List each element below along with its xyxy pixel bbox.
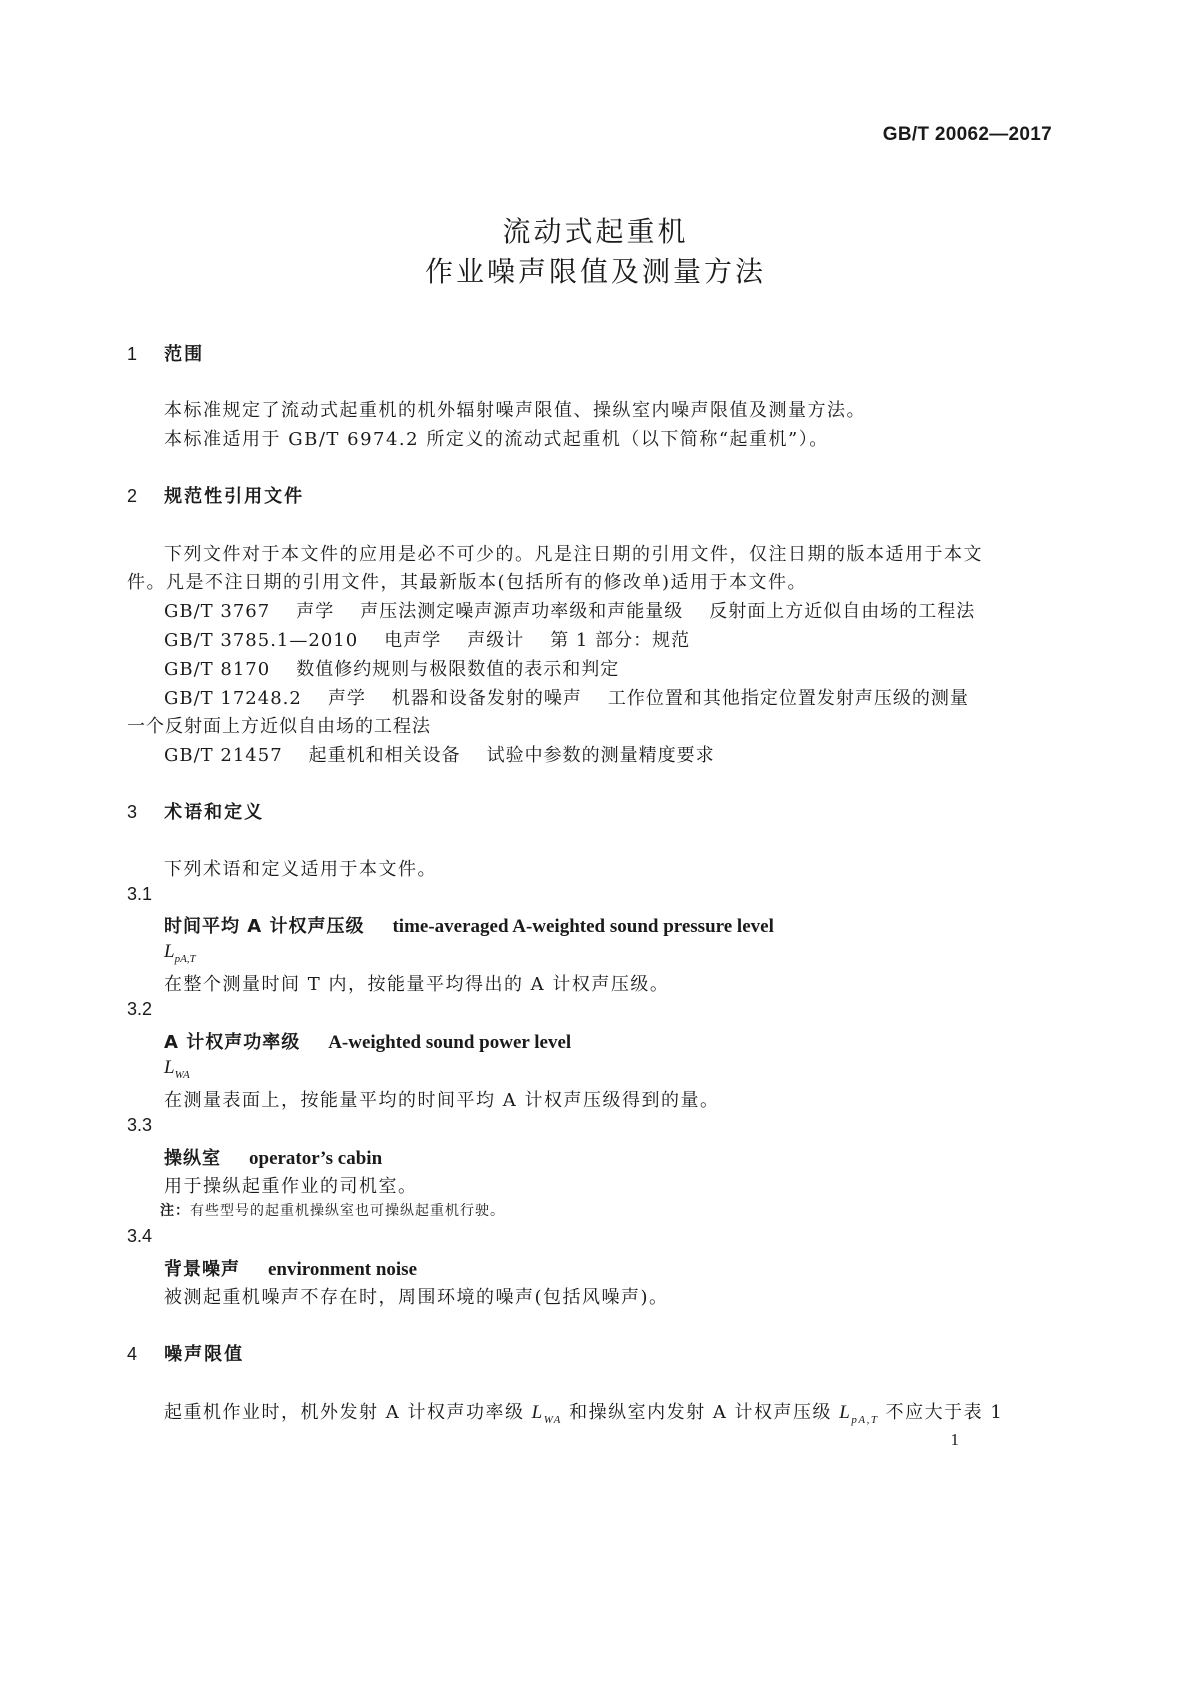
term-english: A-weighted sound power level [328, 1032, 572, 1053]
term-definition: 在测量表面上，按能量平均的时间平均 A 计权声压级得到的量。 [164, 1090, 720, 1111]
document-title-line2: 作业噪声限值及测量方法 [424, 255, 766, 288]
term-chinese: 背景噪声 [164, 1259, 240, 1280]
section-number: 2 [127, 486, 138, 506]
term-number: 3.1 [127, 884, 153, 904]
symbol-lpat: $L_{pA,T}$ [839, 1402, 879, 1426]
standard-code: GB/T 20062—2017 [882, 124, 1052, 145]
section-1-heading [127, 340, 204, 366]
section-number: 4 [127, 1344, 138, 1364]
reference-part: 工作位置和其他指定位置发射声压级的测量 [607, 688, 969, 709]
section-3-heading [127, 798, 264, 824]
section-2-intro-line2: 件。凡是不注日期的引用文件，其最新版本(包括所有的修改单)适用于本文件。 [127, 572, 808, 593]
term-number: 3.3 [127, 1115, 153, 1135]
section-title: 噪声限值 [164, 1344, 245, 1365]
reference-item [164, 741, 715, 767]
section-1-paragraph-1: 本标准规定了流动式起重机的机外辐射噪声限值、操纵室内噪声限值及测量方法。 [164, 400, 866, 421]
term-definition: 用于操纵起重作业的司机室。 [164, 1176, 418, 1197]
term-definition: 被测起重机噪声不存在时，周围环境的噪声(包括风噪声)。 [164, 1287, 669, 1308]
reference-part: 数值修约规则与极限数值的表示和判定 [296, 659, 620, 680]
section-number: 1 [127, 344, 138, 364]
note-text: 有些型号的起重机操纵室也可操纵起重机行驶。 [190, 1203, 505, 1219]
term-number: 3.2 [127, 999, 153, 1019]
reference-continuation: 一个反射面上方近似自由场的工程法 [127, 716, 431, 737]
reference-part: 电声学 [384, 630, 442, 651]
reference-item [164, 655, 619, 681]
reference-code: GB/T 3785.1—2010 [164, 630, 359, 651]
term-chinese: 操纵室 [164, 1148, 221, 1169]
reference-part: 声压法测定噪声源声功率级和声能量级 [360, 601, 684, 622]
reference-code: GB/T 17248.2 [164, 688, 302, 709]
section-2-intro-line1: 下列文件对于本文件的应用是必不可少的。凡是注日期的引用文件，仅注日期的版本适用于本文 [164, 544, 983, 565]
reference-part: 声学 [296, 601, 335, 622]
term-chinese: 时间平均 A 计权声压级 [164, 916, 365, 937]
note-label: 注： [160, 1203, 190, 1219]
term-symbol: $L_{WA}$ [164, 1057, 190, 1081]
section-title: 规范性引用文件 [164, 486, 305, 507]
section-4-paragraph: 起重机作业时，机外发射 A 计权声功率级 $L_{WA}$ 和操纵室内发射 A 计权声压级 $L_{pA,T}$ 不应大于表 1 [164, 1402, 1004, 1426]
reference-item [164, 626, 690, 652]
section-1-paragraph-2: 本标准适用于 GB/T 6974.2 所定义的流动式起重机（以下简称“起重机”）。 [164, 429, 829, 450]
reference-part: 反射面上方近似自由场的工程法 [709, 601, 976, 622]
reference-item [164, 597, 975, 623]
section-number: 3 [127, 802, 138, 822]
term-heading [164, 1144, 382, 1170]
section-title: 范围 [164, 344, 205, 365]
page-number: 1 [950, 1430, 959, 1449]
section-4-heading [127, 1340, 244, 1366]
section-2-heading [127, 482, 304, 508]
reference-code: GB/T 21457 [164, 745, 283, 766]
reference-part: 声级计 [467, 630, 525, 651]
term-english: operator’s cabin [249, 1148, 383, 1169]
document-title-line1: 流动式起重机 [502, 215, 689, 248]
term-note [160, 1200, 505, 1220]
reference-part: 声学 [327, 688, 366, 709]
reference-code: GB/T 3767 [164, 601, 271, 622]
term-chinese: A 计权声功率级 [164, 1032, 301, 1053]
term-symbol: $L_{pA,T}$ [164, 941, 196, 965]
term-english: time-averaged A-weighted sound pressure level [392, 916, 774, 937]
reference-part: 机器和设备发射的噪声 [391, 688, 582, 709]
reference-part: 第 1 部分：规范 [550, 630, 691, 651]
reference-item [164, 684, 969, 710]
term-number: 3.4 [127, 1226, 153, 1246]
term-english: environment noise [268, 1259, 418, 1280]
reference-code: GB/T 8170 [164, 659, 271, 680]
reference-part: 起重机和相关设备 [308, 745, 461, 766]
section-3-intro: 下列术语和定义适用于本文件。 [164, 859, 437, 880]
term-heading [164, 1028, 571, 1054]
term-heading [164, 1255, 417, 1281]
symbol-lwa: $L_{WA}$ [531, 1402, 562, 1426]
term-heading [164, 912, 774, 938]
section-title: 术语和定义 [164, 802, 265, 823]
term-definition: 在整个测量时间 T 内，按能量平均得出的 A 计权声压级。 [164, 974, 670, 995]
reference-part: 试验中参数的测量精度要求 [486, 745, 715, 766]
